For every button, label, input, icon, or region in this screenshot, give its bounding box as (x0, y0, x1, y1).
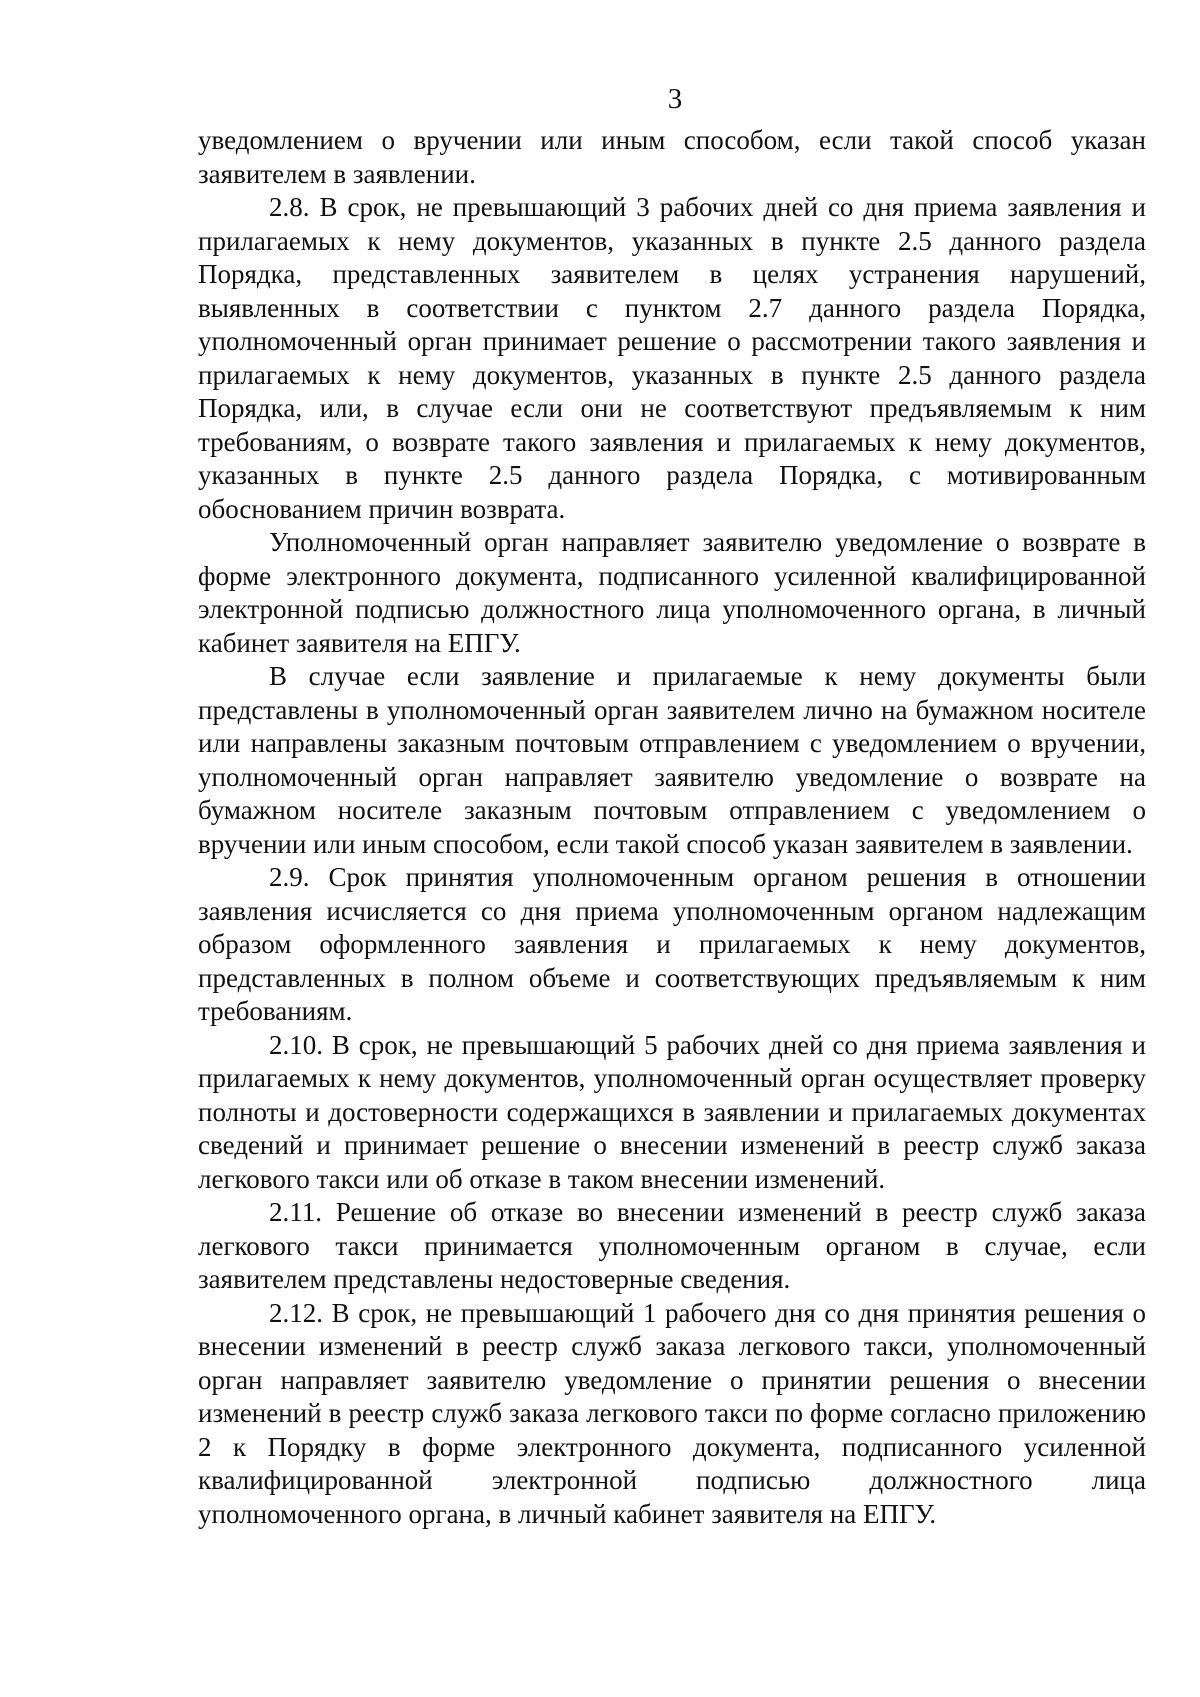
paragraph-2-11: 2.11. Решение об отказе во внесении изменений в реестр служб заказа легкового такси принимается уполномоченным органом в случае, если заявителем представлены недостоверные сведения. (198, 1197, 1146, 1294)
paragraph-continuation: уведомлением о вручении или иным способом, если такой способ указан заявителем в заявлении. (198, 125, 1146, 189)
paragraph-2-12: 2.12. В срок, не превышающий 1 рабочего дня со дня принятия решения о внесении изменений в реестр служб заказа легкового такси, уполномоченный орган направляет заявителю уведомление о принятии решения о внесении изменений в реестр служб заказа легкового такси по форме согласно приложению 2 к Порядку в форме электронного документа, подписанного усиленной квалифицированной электронной подписью должностного лица уполномоченного органа, в личный кабинет заявителя на ЕПГУ. (198, 1297, 1146, 1529)
paragraph-2-8: 2.8. В срок, не превышающий 3 рабочих дней со дня приема заявления и прилагаемых к нему документов, указанных в пункте 2.5 данного раздела Порядка, представленных заявителем в целях устранения нарушений, выявленных в соответствии с пунктом 2.7 данного раздела Порядка, уполномоченный орган принимает решение о рассмотрении такого заявления и прилагаемых к нему документов, указанных в пункте 2.5 данного раздела Порядка, или, в случае если они не соответствуют предъявляемым к ним требованиям, о возврате такого заявления и прилагаемых к нему документов, указанных в пункте 2.5 данного раздела Порядка, с мотивированным обоснованием причин возврата. (198, 192, 1146, 524)
paragraph-2-10: 2.10. В срок, не превышающий 5 рабочих дней со дня приема заявления и прилагаемых к нему документов, уполномоченный орган осуществляет проверку полноты и достоверности содержащихся в заявлении и прилагаемых документах сведений и принимает решение о внесении изменений в реестр служб заказа легкового такси или об отказе в таком внесении изменений. (198, 1029, 1146, 1194)
paragraph-return-notice-paper: В случае если заявление и прилагаемые к нему документы были представлены в уполномоченный орган заявителем лично на бумажном носителе или направлены заказным почтовым отправлением с уведомлением о вручении, уполномоченный орган направляет заявителю уведомление о возврате на бумажном носителе заказным почтовым отправлением с уведомлением о вручении или иным способом, если такой способ указан заявителем в заявлении. (198, 661, 1146, 859)
document-body (198, 124, 1146, 1531)
page-number: 3 (667, 83, 683, 115)
paragraph-2-9: 2.9. Срок принятия уполномоченным органом решения в отношении заявления исчисляется со дня приема уполномоченным органом надлежащим образом оформленного заявления и прилагаемых к нему документов, представленных в полном объеме и соответствующих предъявляемым к ним требованиям. (198, 862, 1146, 1026)
paragraph-return-notice-electronic: Уполномоченный орган направляет заявителю уведомление о возврате в форме электронного документа, подписанного усиленной квалифицированной электронной подписью должностного лица уполномоченного органа, в личный кабинет заявителя на ЕПГУ. (198, 527, 1146, 658)
